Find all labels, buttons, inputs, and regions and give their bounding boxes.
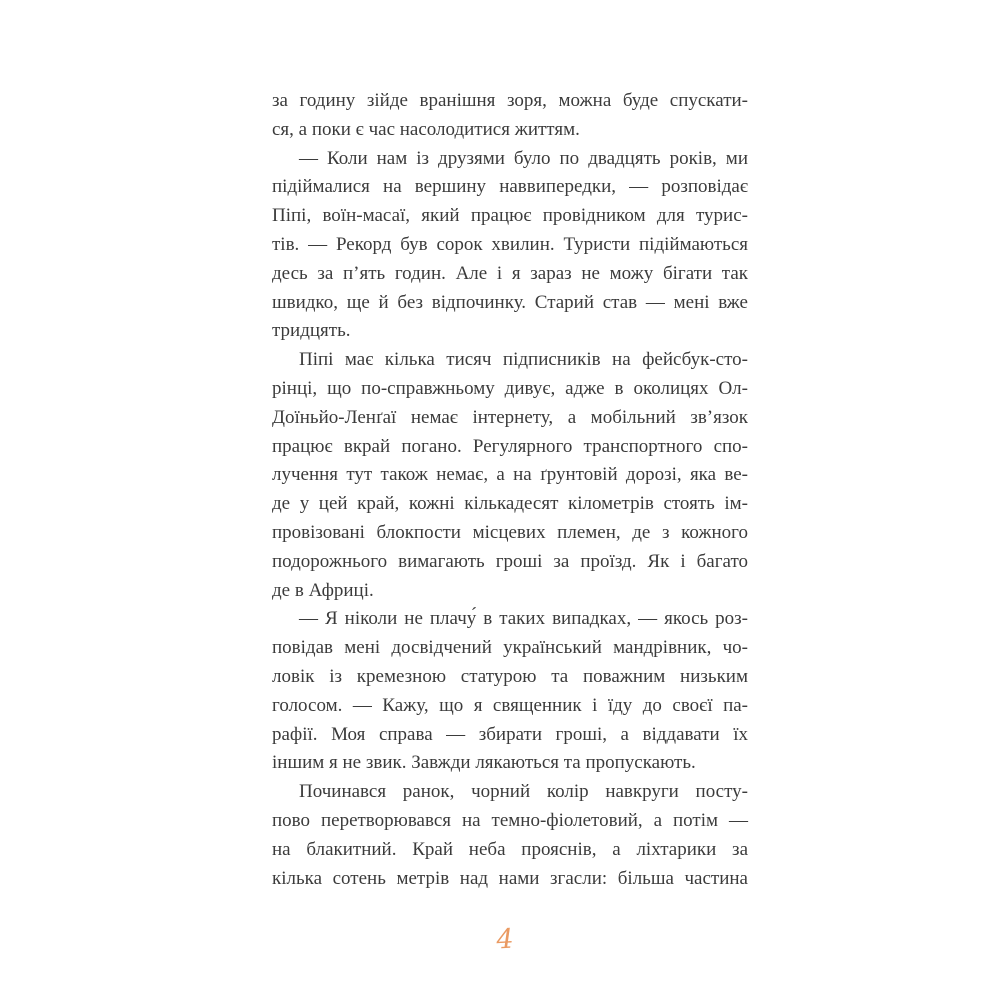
text-line: за годину зійде вранішня зоря, можна буде спускати- [272, 90, 748, 111]
text-line: десь за п’ять годин. Але і я зараз не можу бігати так [272, 262, 748, 284]
text-line: — Я ніколи не плачу́ в таких випадках, — якось роз- [299, 608, 748, 630]
text-line: рінці, що по-справжньому дивує, адже в околицях Ол- [272, 377, 748, 399]
text-line: голосом. — Кажу, що я священник і їду до своєї па- [272, 694, 748, 716]
text-line: тридцять. [272, 320, 351, 342]
text-line: пово перетворювався на темно-фіолетовий, а потім — [272, 809, 748, 831]
text-line: Піпі, воїн-масаї, який працює провідником для турис- [272, 205, 748, 227]
text-line: Піпі має кілька тисяч підписників на фейсбук-сто- [299, 349, 748, 371]
text-line: де в Африці. [272, 579, 374, 601]
text-line: провізовані блокпости місцевих племен, де з кожного [272, 521, 748, 543]
text-line: кілька сотень метрів над нами згасли: більша частина [272, 867, 748, 889]
text-line: рафії. Моя справа — збирати гроші, а віддавати їх [272, 723, 748, 745]
page-number: 4 [495, 923, 515, 956]
text-line: іншим я не звик. Завжди лякаються та пропускають. [272, 752, 696, 774]
text-line: подорожнього вимагають гроші за проїзд. Як і багато [272, 550, 748, 572]
text-line: повідав мені досвідчений український мандрівник, чо- [272, 637, 748, 659]
text-line: швидко, ще й без відпочинку. Старий став — мені вже [272, 291, 748, 313]
text-line: Доїньйо-Ленґаї немає інтернету, а мобільний зв’язок [272, 406, 748, 428]
text-line: підіймалися на вершину наввипередки, — розповідає [272, 176, 748, 198]
text-line: Починався ранок, чорний колір навкруги посту- [299, 781, 748, 803]
text-line: лучення тут також немає, а на ґрунтовій дорозі, яка ве- [272, 464, 748, 486]
text-line: на блакитний. Край неба прояснів, а ліхтарики за [272, 838, 748, 860]
text-line: де у цей край, кожні кількадесят кілометрів стоять ім- [272, 493, 748, 515]
text-line: — Коли нам із друзями було по двадцять років, ми [299, 147, 748, 169]
text-line: працює вкрай погано. Регулярного транспортного спо- [272, 435, 748, 457]
text-line: ловік із кремезною статурою та поважним низьким [272, 665, 748, 687]
text-block [272, 87, 748, 893]
text-line: ся, а поки є час насолодитися життям. [272, 118, 580, 140]
text-line: тів. — Рекорд був сорок хвилин. Туристи підіймаються [272, 233, 748, 255]
